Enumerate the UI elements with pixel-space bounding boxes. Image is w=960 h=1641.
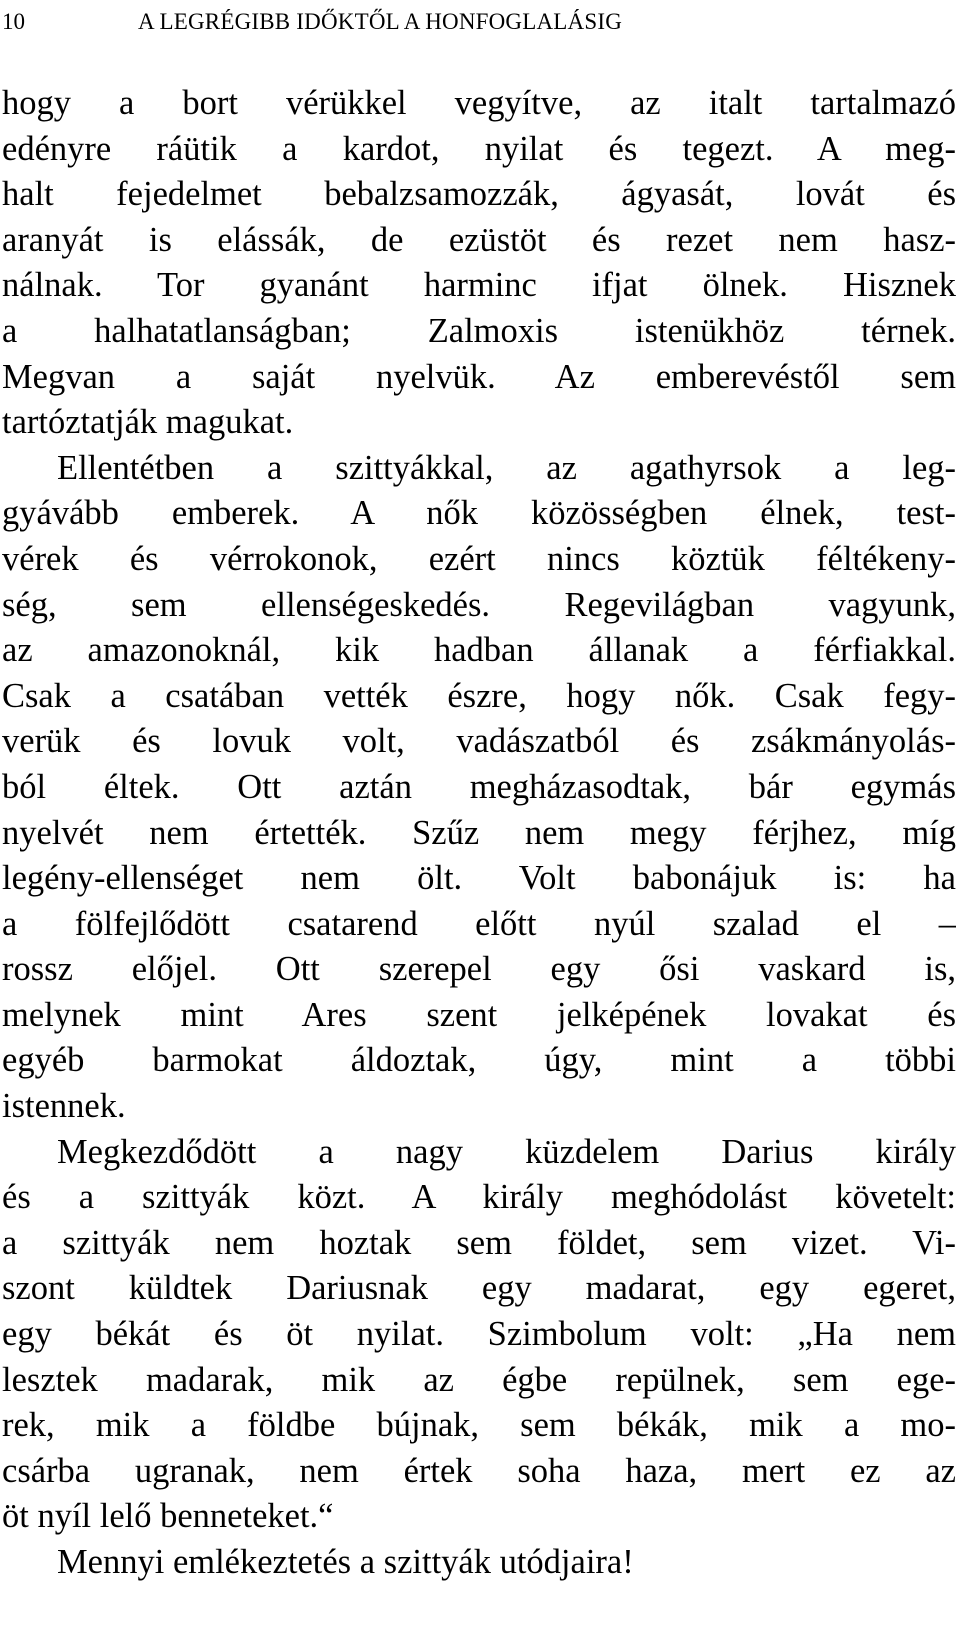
text-line: a fölfejlődött csatarend előtt nyúl szalad el –: [2, 904, 956, 943]
text-line: és a szittyák közt. A király meghódolást követelt:: [2, 1178, 956, 1217]
text-line: Mennyi emlékeztetés a szittyák utódjaira!: [57, 1543, 634, 1581]
text-line: Ellentétben a szittyákkal, az agathyrsok a leg-: [57, 448, 956, 487]
body-text: [2, 81, 956, 1586]
running-header: [0, 4, 960, 40]
text-line: tartóztatják magukat.: [2, 403, 294, 442]
page-number: 10: [2, 9, 25, 34]
text-line: öt nyíl lelő benneteket.“: [2, 1497, 334, 1536]
text-line: legény-ellenséget nem ölt. Volt babonájuk is: ha: [2, 859, 956, 898]
text-line: rek, mik a földbe bújnak, sem békák, mik a mo-: [2, 1406, 956, 1445]
text-line: melynek mint Ares szent jelképének lovakat és: [2, 995, 956, 1034]
text-line: edényre ráütik a kardot, nyilat és tegezt. A meg-: [2, 129, 956, 168]
text-line: nálnak. Tor gyanánt harminc ifjat ölnek. Hisznek: [2, 266, 956, 305]
text-line: ból éltek. Ott aztán megházasodtak, bár egymás: [2, 767, 956, 806]
text-line: Megkezdődött a nagy küzdelem Darius király: [57, 1132, 956, 1171]
text-line: szont küldtek Dariusnak egy madarat, egy egeret,: [2, 1269, 956, 1308]
text-line: hogy a bort vérükkel vegyítve, az italt tartalmazó: [2, 84, 956, 122]
text-line: lesztek madarak, mik az égbe repülnek, sem ege-: [2, 1360, 956, 1399]
text-line: egy békát és öt nyilat. Szimbolum volt: „Ha nem: [2, 1315, 956, 1354]
text-line: egyéb barmokat áldoztak, úgy, mint a többi: [2, 1041, 956, 1080]
text-line: a halhatatlanságban; Zalmoxis istenükhöz térnek.: [2, 311, 956, 350]
text-line: verük és lovuk volt, vadászatból és zsákmányolás-: [2, 722, 956, 761]
text-line: Megvan a saját nyelvük. Az emberevéstől sem: [2, 357, 956, 396]
running-title: A LEGRÉGIBB IDŐKTŐL A HONFOGLALÁSIG: [138, 9, 623, 34]
text-line: aranyát is elássák, de ezüstöt és rezet nem hasz-: [2, 220, 956, 259]
text-line: istennek.: [2, 1087, 126, 1126]
text-line: ség, sem ellenségeskedés. Regevilágban vagyunk,: [2, 585, 956, 624]
text-line: gyávább emberek. A nők közösségben élnek, test-: [2, 494, 956, 533]
text-line: halt fejedelmet bebalzsamozzák, ágyasát, lovát és: [2, 175, 956, 214]
text-line: nyelvét nem értették. Szűz nem megy férjhez, míg: [2, 813, 956, 852]
text-line: az amazonoknál, kik hadban állanak a férfiakkal.: [2, 631, 956, 670]
text-line: rossz előjel. Ott szerepel egy ősi vaskard is,: [2, 950, 956, 989]
text-line: csárba ugranak, nem értek soha haza, mert ez az: [2, 1451, 956, 1490]
text-line: Csak a csatában vették észre, hogy nők. Csak fegy-: [2, 676, 956, 715]
text-line: vérek és vérrokonok, ezért nincs köztük féltékeny-: [2, 539, 956, 578]
text-line: a szittyák nem hoztak sem földet, sem vizet. Vi-: [2, 1223, 956, 1262]
